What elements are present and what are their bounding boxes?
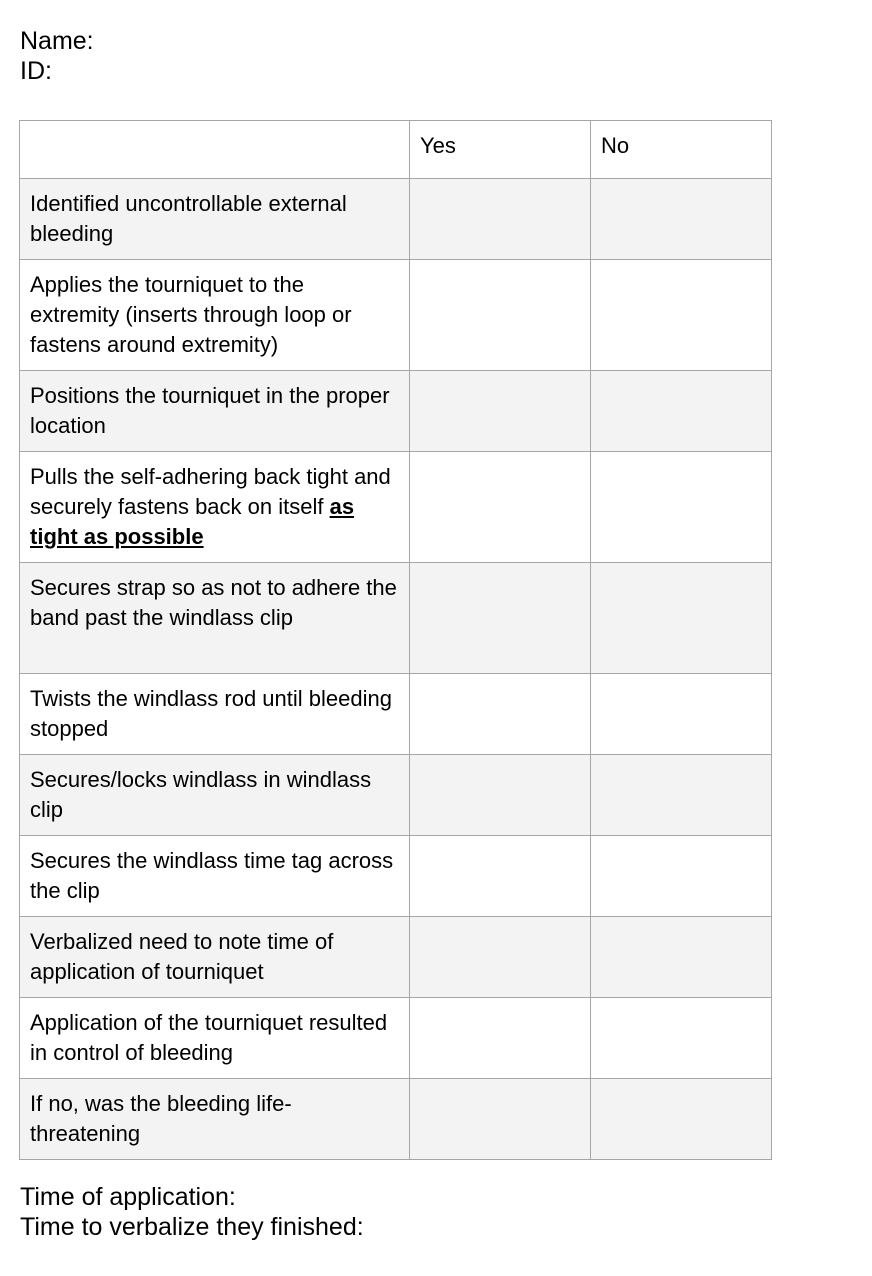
time-to-verbalize-label: Time to verbalize they finished: — [20, 1213, 364, 1241]
no-cell[interactable] — [591, 179, 772, 260]
yes-cell[interactable] — [410, 452, 591, 563]
table-row — [20, 179, 772, 260]
table-row — [20, 674, 772, 755]
no-cell[interactable] — [591, 836, 772, 917]
task-cell: Applies the tourniquet to the extremity (inserts through loop or fastens around extremity) — [20, 260, 410, 371]
task-text: Pulls the self-adhering back tight and securely fastens back on itself — [30, 464, 391, 519]
task-cell: Positions the tourniquet in the proper location — [20, 371, 410, 452]
header-cell-no: No — [591, 121, 772, 179]
no-cell[interactable] — [591, 563, 772, 674]
task-cell: Verbalized need to note time of application of tourniquet — [20, 917, 410, 998]
table-row — [20, 755, 772, 836]
table-row — [20, 917, 772, 998]
table-row — [20, 452, 772, 563]
task-cell: Secures strap so as not to adhere the band past the windlass clip — [20, 563, 410, 674]
no-cell[interactable] — [591, 452, 772, 563]
yes-cell[interactable] — [410, 260, 591, 371]
header-cell-task — [20, 121, 410, 179]
no-cell[interactable] — [591, 260, 772, 371]
yes-cell[interactable] — [410, 998, 591, 1079]
task-cell: Twists the windlass rod until bleeding stopped — [20, 674, 410, 755]
task-cell: If no, was the bleeding life-threatening — [20, 1079, 410, 1160]
no-cell[interactable] — [591, 674, 772, 755]
header-fields — [20, 26, 94, 86]
task-emphasis-text: as tight as possible — [30, 494, 355, 549]
table-row — [20, 371, 772, 452]
task-cell: Application of the tourniquet resulted in control of bleeding — [20, 998, 410, 1079]
header-cell-yes: Yes — [410, 121, 591, 179]
yes-cell[interactable] — [410, 371, 591, 452]
name-label: Name: — [20, 27, 94, 55]
no-cell[interactable] — [591, 917, 772, 998]
no-cell[interactable] — [591, 1079, 772, 1160]
task-cell: Secures the windlass time tag across the clip — [20, 836, 410, 917]
yes-cell[interactable] — [410, 917, 591, 998]
yes-cell[interactable] — [410, 563, 591, 674]
task-cell — [20, 452, 410, 563]
time-of-application-label: Time of application: — [20, 1183, 236, 1211]
no-cell[interactable] — [591, 998, 772, 1079]
yes-cell[interactable] — [410, 1079, 591, 1160]
table-row — [20, 836, 772, 917]
yes-cell[interactable] — [410, 836, 591, 917]
task-cell: Identified uncontrollable external bleeding — [20, 179, 410, 260]
tourniquet-checklist-table — [19, 120, 772, 1160]
footer-fields — [20, 1182, 364, 1242]
table-row — [20, 563, 772, 674]
table-row — [20, 998, 772, 1079]
table-header-row — [20, 121, 772, 179]
yes-cell[interactable] — [410, 755, 591, 836]
yes-cell[interactable] — [410, 179, 591, 260]
id-label: ID: — [20, 57, 52, 85]
table-row — [20, 260, 772, 371]
no-cell[interactable] — [591, 755, 772, 836]
task-cell: Secures/locks windlass in windlass clip — [20, 755, 410, 836]
table-row — [20, 1079, 772, 1160]
yes-cell[interactable] — [410, 674, 591, 755]
no-cell[interactable] — [591, 371, 772, 452]
